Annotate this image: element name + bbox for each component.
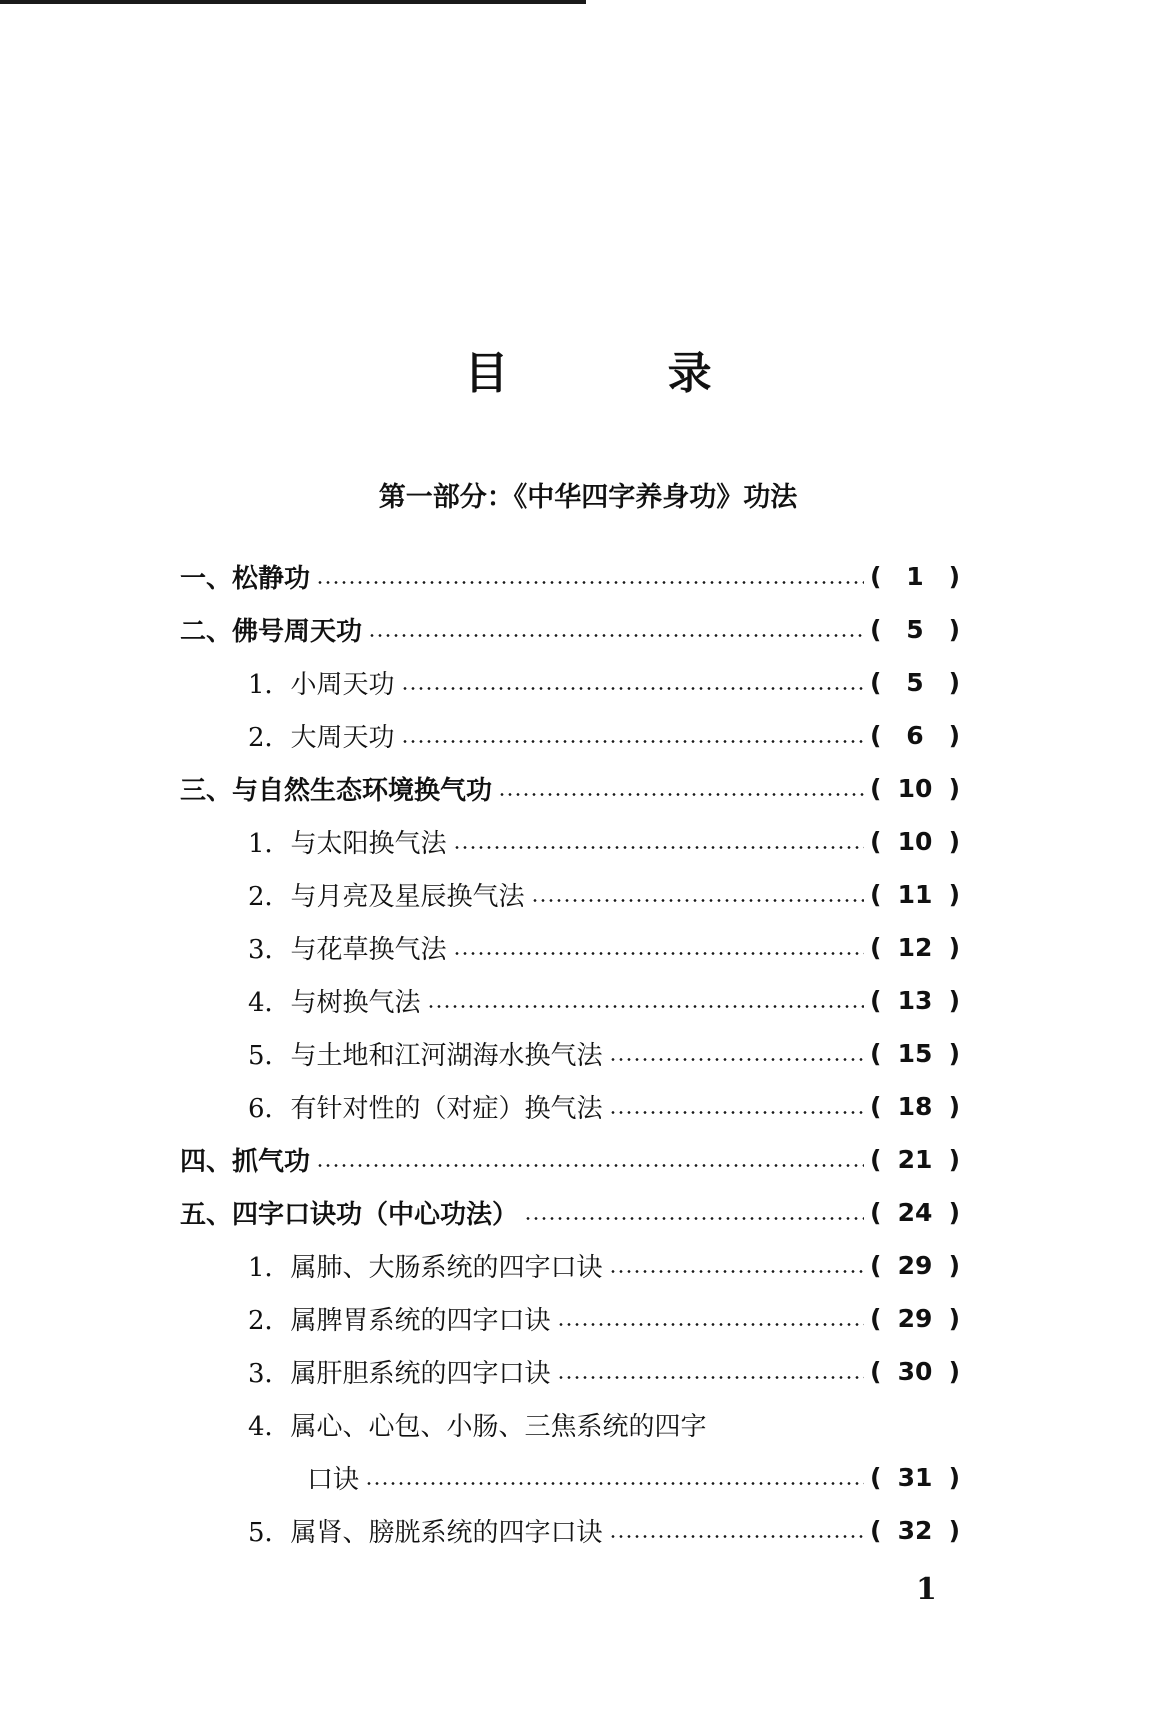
dot-leader bbox=[609, 1111, 864, 1114]
table-of-contents bbox=[180, 550, 960, 1557]
toc-page-ref: ( 31 ) bbox=[870, 1463, 960, 1492]
toc-entry[interactable] bbox=[180, 1292, 960, 1345]
toc-entry[interactable] bbox=[180, 1027, 960, 1080]
toc-entry[interactable] bbox=[180, 1133, 960, 1186]
toc-page-ref: ( 30 ) bbox=[870, 1357, 960, 1386]
toc-entry[interactable] bbox=[180, 974, 960, 1027]
dot-leader bbox=[498, 793, 864, 796]
toc-entry-title: 6．有针对性的（对症）换气法 bbox=[248, 1094, 603, 1124]
toc-page-ref: ( 5 ) bbox=[870, 615, 960, 644]
toc-page-number: 18 bbox=[897, 1092, 933, 1121]
toc-page-ref: ( 10 ) bbox=[870, 774, 960, 803]
toc-entry-continuation[interactable] bbox=[180, 1451, 960, 1504]
toc-entry-title: 三、与自然生态环境换气功 bbox=[180, 776, 493, 806]
dot-leader bbox=[453, 952, 864, 955]
toc-entry-title: 5．属肾、膀胱系统的四字口诀 bbox=[248, 1518, 603, 1548]
toc-page-number: 30 bbox=[897, 1357, 933, 1386]
dot-leader bbox=[453, 846, 864, 849]
toc-entry[interactable] bbox=[180, 815, 960, 868]
toc-page-number: 21 bbox=[897, 1145, 933, 1174]
toc-page-number: 31 bbox=[897, 1463, 933, 1492]
toc-entry[interactable] bbox=[180, 762, 960, 815]
toc-entry-title: 4．与树换气法 bbox=[248, 988, 421, 1018]
toc-page-number: 29 bbox=[897, 1251, 933, 1280]
toc-entry[interactable] bbox=[180, 1186, 960, 1239]
toc-page-number: 5 bbox=[906, 668, 924, 697]
toc-page-number: 10 bbox=[897, 774, 933, 803]
dot-leader bbox=[609, 1535, 864, 1538]
toc-entry-title: 1．属肺、大肠系统的四字口诀 bbox=[248, 1253, 603, 1283]
toc-page-ref: ( 6 ) bbox=[870, 721, 960, 750]
dot-leader bbox=[316, 581, 864, 584]
dot-leader bbox=[401, 740, 864, 743]
toc-entry[interactable] bbox=[180, 603, 960, 656]
toc-page-ref: ( 1 ) bbox=[870, 562, 960, 591]
toc-entry[interactable] bbox=[180, 1345, 960, 1398]
toc-entry[interactable] bbox=[180, 1080, 960, 1133]
dot-leader bbox=[609, 1270, 864, 1273]
toc-page-ref: ( 24 ) bbox=[870, 1198, 960, 1227]
toc-entry[interactable] bbox=[180, 1239, 960, 1292]
toc-page-number: 13 bbox=[897, 986, 933, 1015]
toc-page-number: 12 bbox=[897, 933, 933, 962]
dot-leader bbox=[557, 1376, 864, 1379]
toc-entry-title: 一、松静功 bbox=[180, 564, 311, 594]
toc-entry-title: 1．小周天功 bbox=[248, 670, 395, 700]
dot-leader bbox=[427, 1005, 864, 1008]
toc-page-number: 10 bbox=[897, 827, 933, 856]
toc-page-ref: ( 29 ) bbox=[870, 1304, 960, 1333]
dot-leader bbox=[316, 1164, 864, 1167]
toc-page-ref: ( 13 ) bbox=[870, 986, 960, 1015]
toc-page-ref: ( 15 ) bbox=[870, 1039, 960, 1068]
toc-page-number: 24 bbox=[897, 1198, 933, 1227]
toc-page-number: 11 bbox=[897, 880, 933, 909]
toc-entry-title: 4．属心、心包、小肠、三焦系统的四字 bbox=[248, 1412, 707, 1442]
dot-leader bbox=[531, 899, 864, 902]
dot-leader bbox=[609, 1058, 864, 1061]
toc-entry-title: 四、抓气功 bbox=[180, 1147, 311, 1177]
toc-entry-title: 5．与土地和江河湖海水换气法 bbox=[248, 1041, 603, 1071]
page-number: 1 bbox=[916, 1572, 937, 1607]
toc-entry[interactable] bbox=[180, 1504, 960, 1557]
toc-entry[interactable] bbox=[180, 656, 960, 709]
toc-page-number: 6 bbox=[906, 721, 924, 750]
toc-entry[interactable] bbox=[180, 921, 960, 974]
toc-page-number: 15 bbox=[897, 1039, 933, 1068]
toc-page-number: 32 bbox=[897, 1516, 933, 1545]
dot-leader bbox=[368, 634, 864, 637]
toc-page-ref: ( 11 ) bbox=[870, 880, 960, 909]
toc-entry-title: 3．与花草换气法 bbox=[248, 935, 447, 965]
toc-page-number: 29 bbox=[897, 1304, 933, 1333]
toc-page-ref: ( 32 ) bbox=[870, 1516, 960, 1545]
toc-entry-title: 口诀 bbox=[307, 1465, 360, 1495]
toc-entry-title: 五、四字口诀功（中心功法） bbox=[180, 1200, 519, 1230]
toc-entry[interactable] bbox=[180, 868, 960, 921]
toc-entry-title: 2．大周天功 bbox=[248, 723, 395, 753]
toc-page-ref: ( 29 ) bbox=[870, 1251, 960, 1280]
toc-page-ref: ( 21 ) bbox=[870, 1145, 960, 1174]
toc-entry[interactable] bbox=[180, 550, 960, 603]
toc-page-ref: ( 10 ) bbox=[870, 827, 960, 856]
toc-page-number: 5 bbox=[906, 615, 924, 644]
toc-entry-title: 2．属脾胃系统的四字口诀 bbox=[248, 1306, 551, 1336]
dot-leader bbox=[401, 687, 864, 690]
toc-page-ref: ( 18 ) bbox=[870, 1092, 960, 1121]
dot-leader bbox=[365, 1482, 864, 1485]
toc-page-ref: ( 12 ) bbox=[870, 933, 960, 962]
toc-entry-title: 3．属肝胆系统的四字口诀 bbox=[248, 1359, 551, 1389]
toc-entry-title: 2．与月亮及星辰换气法 bbox=[248, 882, 525, 912]
toc-entry-title: 二、佛号周天功 bbox=[180, 617, 363, 647]
toc-entry[interactable] bbox=[180, 709, 960, 762]
toc-entry[interactable] bbox=[180, 1398, 960, 1451]
page-title: 目 录 bbox=[464, 348, 784, 399]
dot-leader bbox=[557, 1323, 864, 1326]
toc-page-number: 1 bbox=[906, 562, 924, 591]
dot-leader bbox=[524, 1217, 864, 1220]
part-heading: 第一部分：《中华四字养身功》功法 bbox=[378, 482, 798, 513]
scan-edge-line bbox=[0, 0, 586, 4]
toc-entry-title: 1．与太阳换气法 bbox=[248, 829, 447, 859]
toc-page-ref: ( 5 ) bbox=[870, 668, 960, 697]
